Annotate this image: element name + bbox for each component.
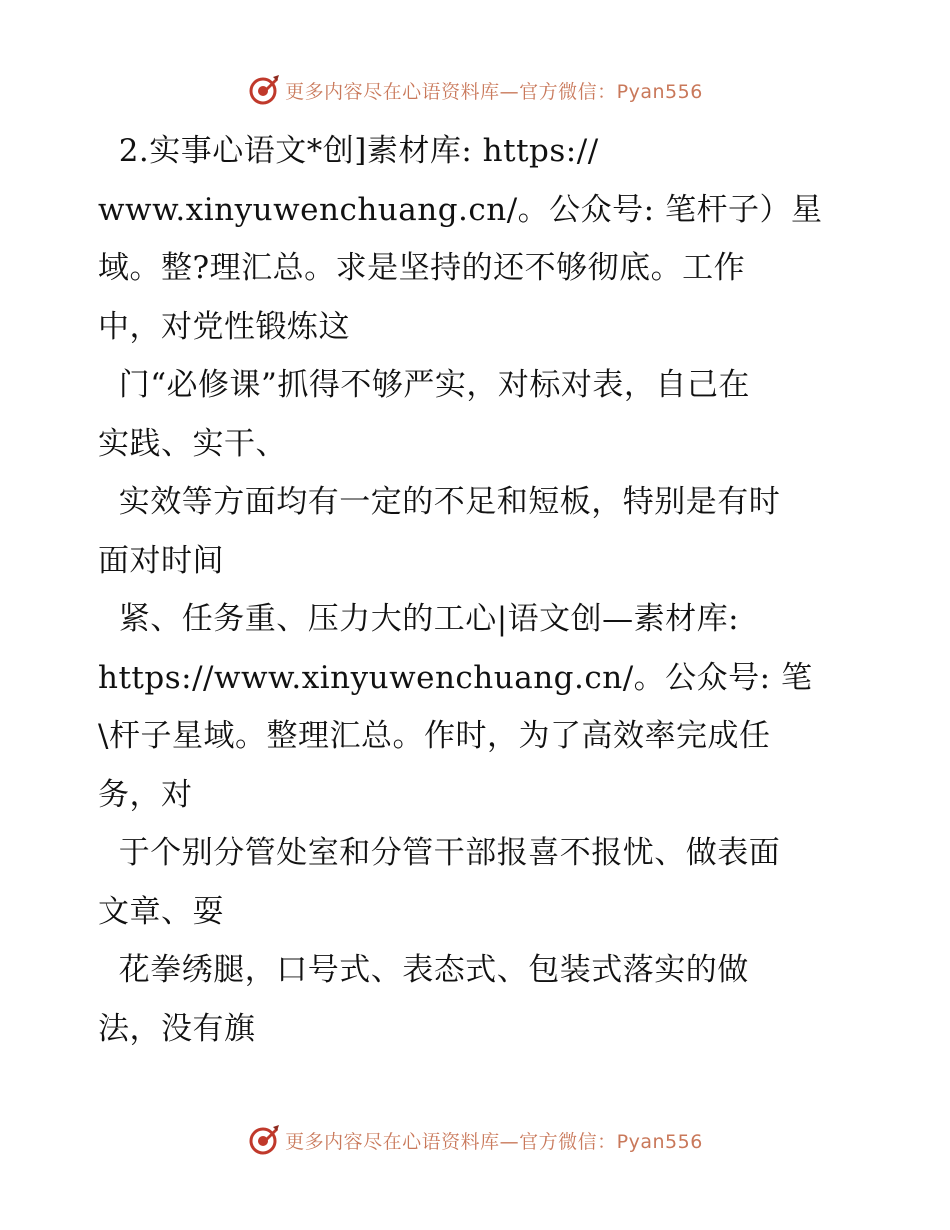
text-line: 于个别分管处室和分管干部报喜不报忧、做表面 bbox=[98, 835, 781, 871]
text-line: https://www.xinyuwenchuang.cn/。公众号: 笔 bbox=[98, 659, 813, 696]
text-line: 域。整?理汇总。求是坚持的还不够彻底。工作 bbox=[98, 250, 746, 286]
text-line: 紧、任务重、压力大的工心|语文创—素材库: bbox=[98, 601, 740, 637]
text-line: 务，对 bbox=[98, 776, 193, 813]
text-line: 花拳绣腿，口号式、表态式、包装式落实的做 bbox=[98, 952, 749, 988]
text-line: 面对时间 bbox=[98, 542, 224, 579]
footer-banner-text: 更多内容尽在心语资料库—官方微信：Pyan556 bbox=[285, 1130, 703, 1153]
text-line: 实践、实干、 bbox=[98, 425, 287, 462]
document-body bbox=[98, 122, 858, 1058]
text-line: 实效等方面均有一定的不足和短板，特别是有时 bbox=[98, 484, 781, 520]
text-line: 中，对党性锻炼这 bbox=[98, 308, 350, 345]
footer-banner bbox=[0, 1120, 950, 1160]
quill-logo-icon bbox=[247, 73, 281, 107]
text-line: 文章、耍 bbox=[98, 893, 224, 930]
header-banner-text: 更多内容尽在心语资料库—官方微信：Pyan556 bbox=[285, 80, 703, 103]
text-line: 2.实事心语文*创]素材库: https:// bbox=[98, 133, 599, 169]
text-line: 门“必修课”抓得不够严实，对标对表，自己在 bbox=[98, 367, 750, 403]
text-line: \杆子星域。整理汇总。作时，为了高效率完成任 bbox=[98, 718, 771, 754]
header-banner bbox=[0, 70, 950, 110]
quill-logo-icon bbox=[247, 1123, 281, 1157]
text-line: 法，没有旗 bbox=[98, 1010, 256, 1047]
text-line: www.xinyuwenchuang.cn/。公众号: 笔杆子）星 bbox=[98, 191, 823, 228]
